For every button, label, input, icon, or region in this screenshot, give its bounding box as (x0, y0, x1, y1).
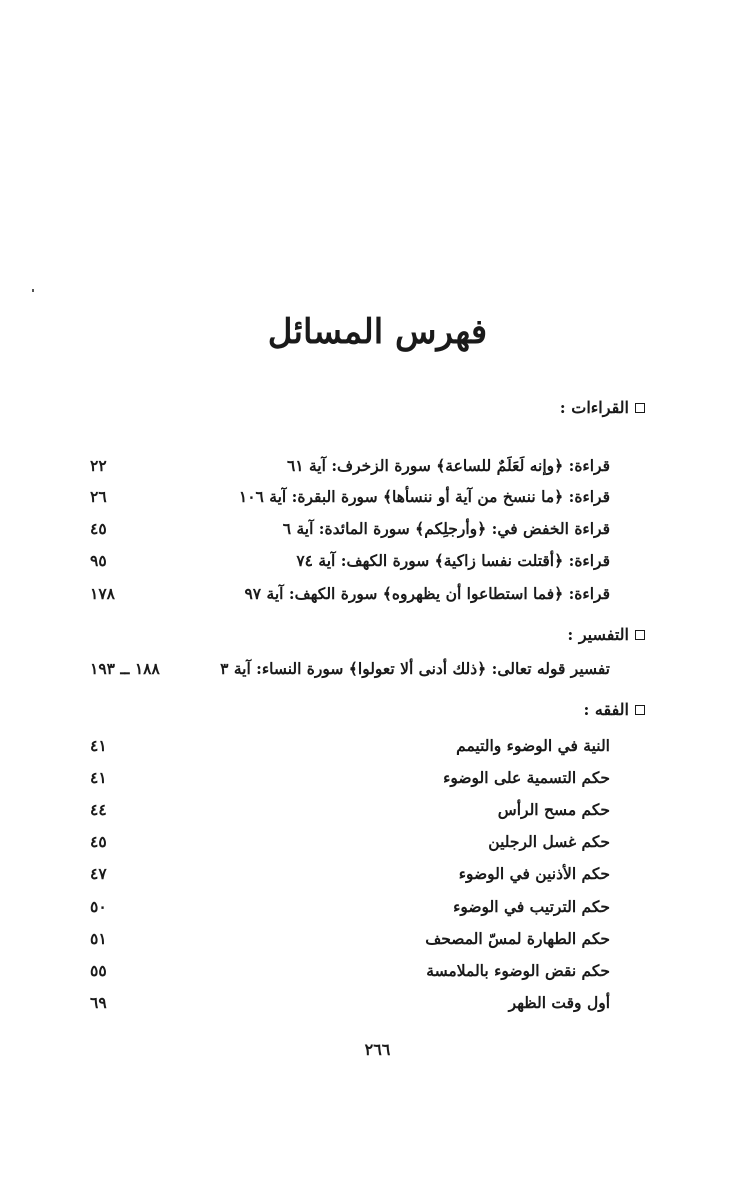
index-entry (90, 958, 610, 984)
index-entry (90, 516, 610, 542)
entry-page-number: ٤١ (90, 768, 107, 787)
entry-text: قراءة: ﴿ما ننسخ من آية أو ننسأها﴾ سورة البقرة: آية ١٠٦ (238, 487, 610, 506)
index-entry (90, 894, 610, 920)
entry-page-number: ٤١ (90, 736, 107, 755)
entry-page-number: ٥١ (90, 929, 107, 948)
entry-page-number: ٢٦ (90, 487, 107, 506)
index-entry (90, 548, 610, 574)
entry-text: قراءة: ﴿فما استطاعوا أن يظهروه﴾ سورة الكهف: آية ٩٧ (244, 584, 610, 603)
entry-text: حكم غسل الرجلين (488, 832, 610, 851)
index-entry (90, 797, 610, 823)
index-entry (90, 453, 610, 479)
entry-page-number: ١٧٨ (90, 584, 115, 603)
square-bullet-icon (635, 630, 645, 640)
entry-text: قراءة: ﴿وإنه لَعَلَمٌ للساعة﴾ سورة الزخرف: آية ٦١ (286, 456, 610, 475)
page-title: فهرس المسائل (267, 312, 488, 352)
section-heading-label: التفسير : (567, 625, 629, 644)
index-entry (90, 581, 610, 607)
square-bullet-icon (635, 705, 645, 715)
section-heading-label: القراءات : (559, 398, 629, 417)
entry-text: حكم الترتيب في الوضوء (453, 897, 610, 916)
entry-text: قراءة الخفض في: ﴿وأرجلِكم﴾ سورة المائدة: آية ٦ (282, 519, 610, 538)
index-entry (90, 926, 610, 952)
entry-page-number: ٩٥ (90, 551, 107, 570)
entry-text: قراءة: ﴿أقتلت نفسا زاكية﴾ سورة الكهف: آية ٧٤ (296, 551, 610, 570)
entry-page-number: ٥٠ (90, 897, 107, 916)
index-entry (90, 656, 610, 682)
index-entry (90, 733, 610, 759)
entry-text: حكم الطهارة لمسّ المصحف (425, 929, 610, 948)
entry-text: حكم مسح الرأس (497, 800, 610, 819)
section-heading-qiraat (560, 398, 645, 417)
entry-page-number: ١٨٨ ــ ١٩٣ (90, 659, 160, 678)
section-heading-label: الفقه : (583, 700, 629, 719)
entry-page-number: ٤٥ (90, 832, 107, 851)
entry-text: تفسير قوله تعالى: ﴿ذلك أدنى ألا تعولوا﴾ سورة النساء: آية ٣ (220, 659, 610, 678)
entry-text: حكم التسمية على الوضوء (443, 768, 610, 787)
entry-text: النية في الوضوء والتيمم (456, 736, 610, 755)
entry-page-number: ٢٢ (90, 456, 107, 475)
section-heading-fiqh (583, 700, 645, 719)
index-entry (90, 829, 610, 855)
entry-text: حكم الأذنين في الوضوء (458, 864, 610, 883)
index-entry (90, 484, 610, 510)
section-heading-tafsir (567, 625, 645, 644)
scan-speck (32, 289, 34, 292)
index-entry (90, 861, 610, 887)
page-number: ٢٦٦ (364, 1040, 391, 1059)
entry-text: حكم نقض الوضوء بالملامسة (426, 961, 610, 980)
square-bullet-icon (635, 403, 645, 413)
entry-page-number: ٥٥ (90, 961, 107, 980)
entry-page-number: ٦٩ (90, 993, 107, 1012)
index-entry (90, 765, 610, 791)
entry-text: أول وقت الظهر (508, 993, 610, 1012)
entry-page-number: ٤٧ (90, 864, 107, 883)
entry-page-number: ٤٥ (90, 519, 107, 538)
entry-page-number: ٤٤ (90, 800, 107, 819)
index-entry (90, 990, 610, 1016)
